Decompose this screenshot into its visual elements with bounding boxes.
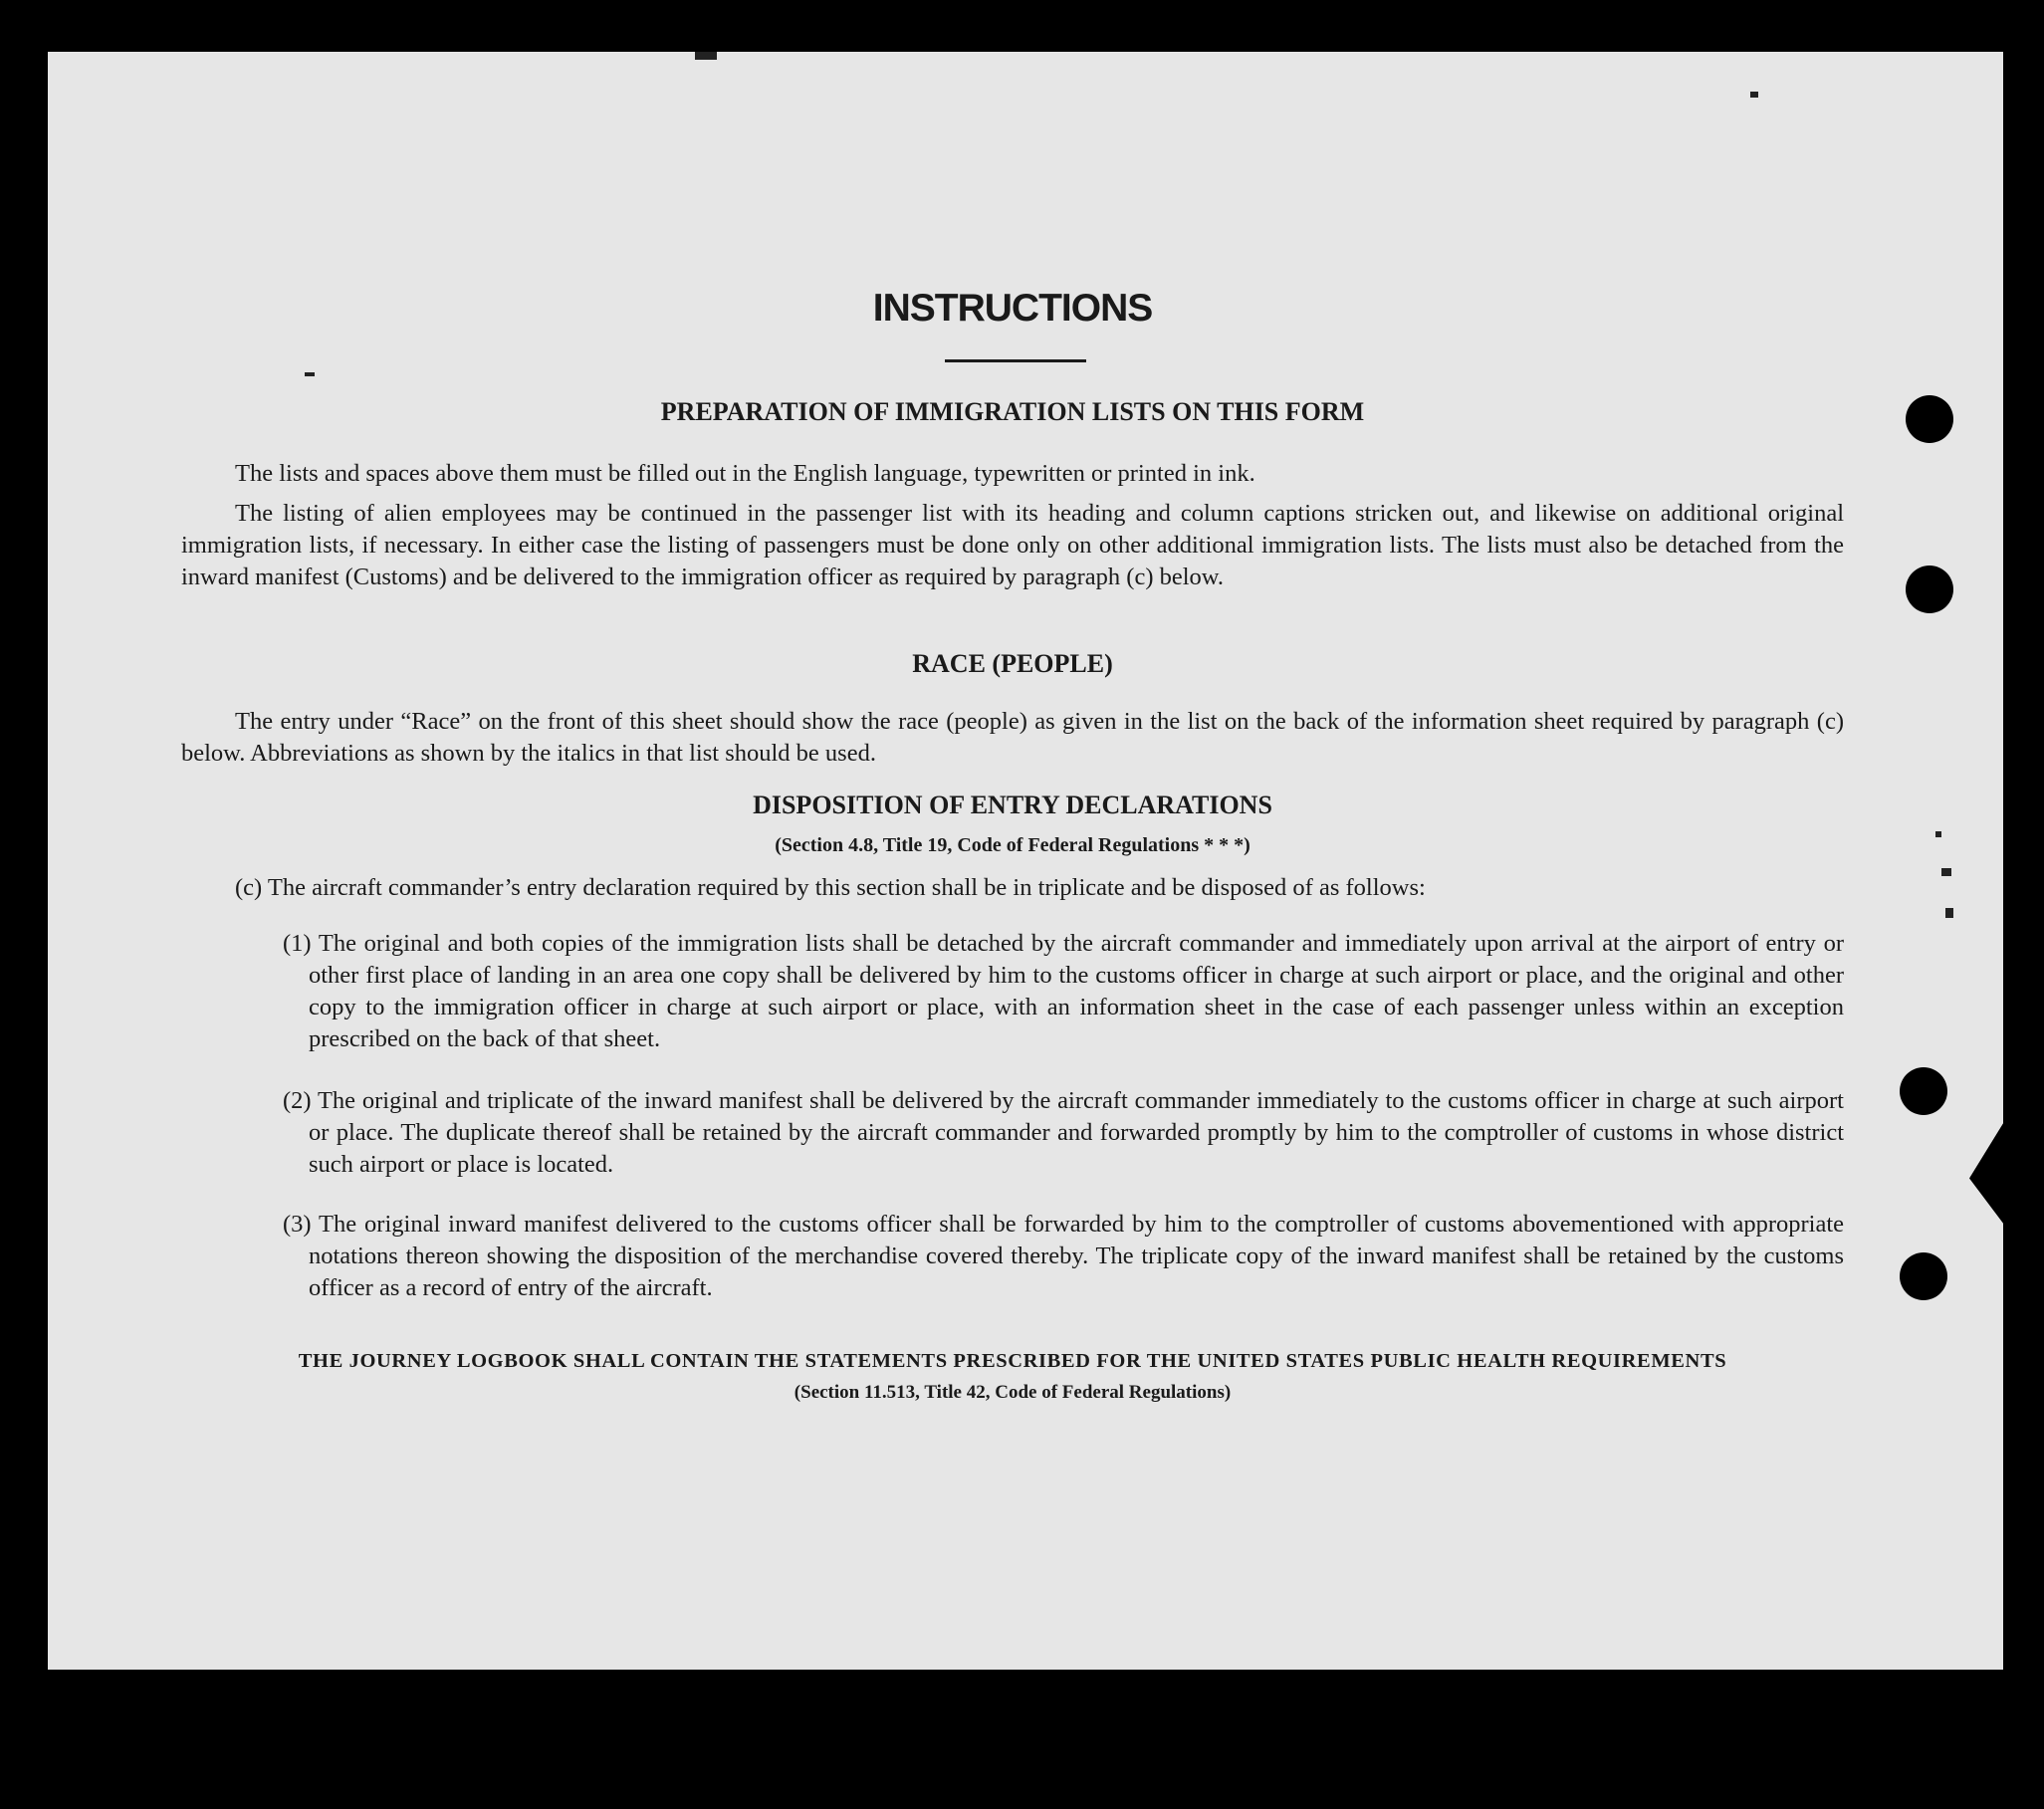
- scan-speck: [1941, 868, 1951, 876]
- scan-speck: [695, 52, 717, 60]
- preparation-heading: PREPARATION OF IMMIGRATION LISTS ON THIS FORM: [660, 397, 1365, 426]
- disposition-item-1: (1) The original and both copies of the immigration lists shall be detached by the aircraft commander and immediately upon arrival at the airport of entry or other first place of landing in an area one copy shall be delivered by him to the customs officer in charge at such airport or place, and the original and other copy to the immigration officer in charge at such airport or place, with an information sheet in the case of each passenger unless within an exception prescribed on the back of that sheet.: [283, 930, 1844, 1052]
- punch-hole-4: [1900, 1252, 1947, 1300]
- title-underline: [945, 359, 1086, 362]
- document-page: [48, 52, 2003, 1670]
- punch-hole-3: [1900, 1067, 1947, 1115]
- punch-hole-1: [1906, 395, 1953, 443]
- page-edge-notch: [1969, 1107, 2003, 1237]
- scan-speck: [1945, 908, 1953, 918]
- footer-statement: THE JOURNEY LOGBOOK SHALL CONTAIN THE STATEMENTS PRESCRIBED FOR THE UNITED STATES PUBLIC HEALTH REQUIREMENTS: [298, 1350, 1727, 1372]
- race-paragraph: The entry under “Race” on the front of this sheet should show the race (people) as given in the list on the back of the information sheet required by paragraph (c) below. Abbreviations as shown by the italics in that list should be used.: [181, 708, 1844, 767]
- page-title: INSTRUCTIONS: [872, 287, 1153, 330]
- preparation-paragraph-2: The listing of alien employees may be continued in the passenger list with its heading and column captions stricken out, and likewise on additional original immigration lists, if necessary. In either case the listing of passengers must be done only on other additional immigration lists. The lists must also be detached from the inward manifest (Customs) and be delivered to the immigration officer as required by paragraph (c) below.: [181, 500, 1844, 590]
- scan-speck: [1750, 92, 1758, 98]
- race-heading: RACE (PEOPLE): [912, 649, 1113, 678]
- disposition-citation: (Section 4.8, Title 19, Code of Federal Regulations * * *): [775, 834, 1250, 856]
- scan-speck: [1935, 831, 1941, 837]
- footer-citation: (Section 11.513, Title 42, Code of Federal Regulations): [794, 1382, 1232, 1403]
- disposition-heading: DISPOSITION OF ENTRY DECLARATIONS: [753, 791, 1272, 819]
- disposition-intro: (c) The aircraft commander’s entry declaration required by this section shall be in triplicate and be disposed of as follows:: [235, 874, 1426, 901]
- punch-hole-2: [1906, 565, 1953, 613]
- scan-speck: [305, 372, 315, 376]
- disposition-item-3: (3) The original inward manifest delivered to the customs officer shall be forwarded by him to the comptroller of customs abovementioned with appropriate notations thereon showing the disposition of the merchandise covered thereby. The triplicate copy of the inward manifest shall be retained by the customs officer as a record of entry of the aircraft.: [283, 1211, 1844, 1301]
- disposition-item-2: (2) The original and triplicate of the inward manifest shall be delivered by the aircraft commander immediately to the customs officer in charge at such airport or place. The duplicate thereof shall be retained by the aircraft commander and forwarded promptly by him to the comptroller of customs in whose district such airport or place is located.: [283, 1087, 1844, 1178]
- preparation-paragraph-1: The lists and spaces above them must be filled out in the English language, typewritten or printed in ink.: [235, 460, 1255, 487]
